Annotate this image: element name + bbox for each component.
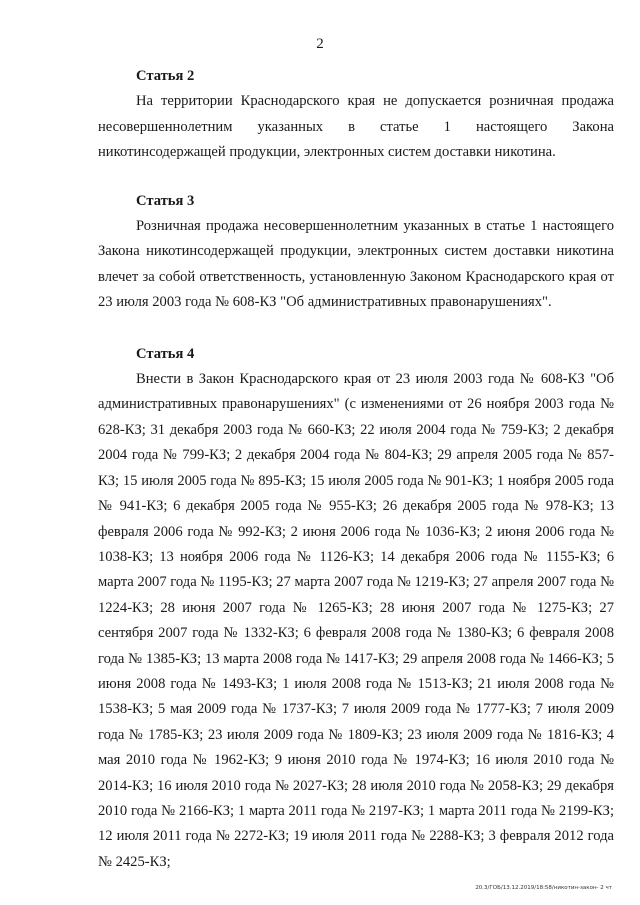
document-body xyxy=(98,64,614,875)
article-text: Розничная продажа несовершеннолетним указанных в статье 1 настоящего Закона никотинсодержащей продукции, электронных систем доставки никотина влечет за собой ответственность, установленную Законом Краснодарского края от 23 июля 2003 года № 608-КЗ "Об административных правонарушениях". xyxy=(98,218,614,311)
article-2 xyxy=(98,64,614,166)
article-text: На территории Краснодарского края не допускается розничная продажа несовершеннолетним указанных в статье 1 настоящего Закона никотинсодержащей продукции, электронных систем доставки никотина. xyxy=(98,93,614,161)
article-text: Внести в Закон Краснодарского края от 23 июля 2003 года № 608-КЗ "Об административных правонарушениях" (с изменениями от 26 ноября 2003 года № 628-КЗ; 31 декабря 2003 года № 660-КЗ; 22 июля 2004 года № 759-КЗ; 2 декабря 2004 года № 799-КЗ; 2 декабря 2004 года № 804-КЗ; 29 апреля 2005 года № 857-КЗ; 15 июля 2005 года № 895-КЗ; 15 июля 2005 года № 901-КЗ; 1 ноября 2005 года № 941-КЗ; 6 декабря 2005 года № 955-КЗ; 26 декабря 2005 года № 978-КЗ; 13 февраля 2006 года № 992-КЗ; 2 июня 2006 года № 1036-КЗ; 2 июня 2006 года № 1038-КЗ; 13 ноября 2006 года № 1126-КЗ; 14 декабря 2006 года № 1155-КЗ; 6 марта 2007 года № 1195-КЗ; 27 марта 2007 года № 1219-КЗ; 27 апреля 2007 года № 1224-КЗ; 28 июня 2007 года № 1265-КЗ; 28 июня 2007 года № 1275-КЗ; 27 сентября 2007 года № 1332-КЗ; 6 февраля 2008 года № 1380-КЗ; 6 февраля 2008 года № 1385-КЗ; 13 марта 2008 года № 1417-КЗ; 29 апреля 2008 года № 1466-КЗ; 5 июня 2008 года № 1493-КЗ; 1 июля 2008 года № 1513-КЗ; 21 июля 2008 года № 1538-КЗ; 5 мая 2009 года № 1737-КЗ; 7 июля 2009 года № 1777-КЗ; 7 июля 2009 года № 1785-КЗ; 23 июля 2009 года № 1809-КЗ; 23 июля 2009 года № 1816-КЗ; 4 мая 2010 года № 1962-КЗ; 9 июня 2010 года № 1974-КЗ; 16 июля 2010 года № 2014-КЗ; 16 июля 2010 года № 2027-КЗ; 28 июля 2010 года № 2058-КЗ; 29 декабря 2010 года № 2166-КЗ; 1 марта 2011 года № 2197-КЗ; 1 марта 2011 года № 2199-КЗ; 12 июля 2011 года № 2272-КЗ; 19 июля 2011 года № 2288-КЗ; 3 февраля 2012 года № 2425-КЗ; xyxy=(98,371,614,870)
article-heading: Статья 3 xyxy=(136,192,195,209)
article-4 xyxy=(98,342,614,876)
article-heading: Статья 4 xyxy=(136,345,195,362)
page-number: 2 xyxy=(316,36,324,52)
article-3 xyxy=(98,189,614,316)
footer-stamp: 20.3/ГОБ/13.12.2019/18:58/никотин-закон- 2 чт xyxy=(475,885,612,891)
article-heading: Статья 2 xyxy=(136,68,195,84)
